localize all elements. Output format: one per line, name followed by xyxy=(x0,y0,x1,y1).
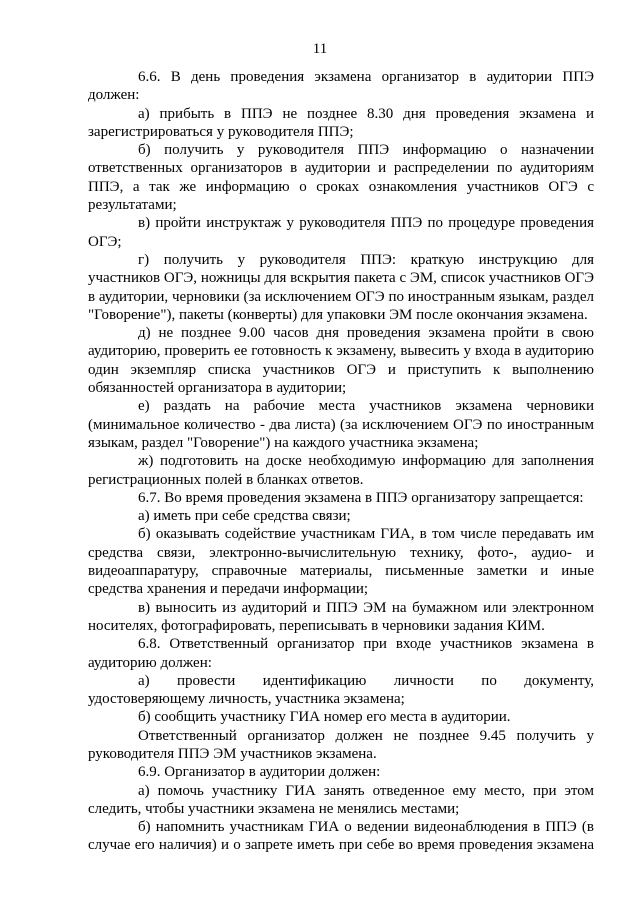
paragraph-6-6-b: б) получить у руководителя ППЭ информацию о назначении ответственных организаторов в аудитории и распределении по аудиториям ППЭ, а так же информацию о сроках ознакомления участников ОГЭ с результатами; xyxy=(88,142,594,214)
paragraph-6-8: 6.8. Ответственный организатор при входе участников экзамена в аудиторию должен: xyxy=(88,636,594,671)
paragraph-6-7-b: б) оказывать содействие участникам ГИА, в том числе передавать им средства связи, электронно-вычислительную технику, фото-, аудио- и видеоаппаратуру, справочные материалы, письменные заметки и иные средства хранения и передачи информации; xyxy=(88,526,594,598)
paragraph-6-9-b: б) напомнить участникам ГИА о ведении видеонаблюдения в ППЭ (в случае его наличия) и о запрете иметь при себе во время проведения экзамена xyxy=(88,819,594,854)
document-body xyxy=(88,68,594,855)
paragraph-6-8-b: б) сообщить участнику ГИА номер его места в аудитории. xyxy=(138,709,511,726)
paragraph-6-6-a: а) прибыть в ППЭ не позднее 8.30 дня проведения экзамена и зарегистрироваться у руководителя ППЭ; xyxy=(88,105,594,140)
paragraph-6-7-a: а) иметь при себе средства связи; xyxy=(138,508,351,525)
paragraph-6-8-note: Ответственный организатор должен не позднее 9.45 получить у руководителя ППЭ ЭМ участников экзамена. xyxy=(88,727,594,762)
paragraph-6-7: 6.7. Во время проведения экзамена в ППЭ организатору запрещается: xyxy=(138,489,584,506)
paragraph-6-7-v: в) выносить из аудиторий и ППЭ ЭМ на бумажном или электронном носителях, фотографировать, переписывать в черновики задания КИМ. xyxy=(88,599,594,634)
paragraph-6-6-d: д) не позднее 9.00 часов дня проведения экзамена пройти в свою аудиторию, проверить ее готовность к экзамену, вывесить у входа в аудиторию один экземпляр списка участников ОГЭ и приступить к выполнению обязанностей организатора в аудитории; xyxy=(88,325,594,397)
paragraph-6-8-a: а) провести идентификацию личности по документу, удостоверяющему личность, участника экзамена; xyxy=(88,672,594,708)
paragraph-6-6-v: в) пройти инструктаж у руководителя ППЭ по процедуре проведения ОГЭ; xyxy=(88,215,594,250)
paragraph-6-9: 6.9. Организатор в аудитории должен: xyxy=(138,764,381,781)
page-number: 11 xyxy=(312,41,328,57)
paragraph-6-6: 6.6. В день проведения экзамена организатор в аудитории ППЭ должен: xyxy=(88,69,594,104)
paragraph-6-6-zh: ж) подготовить на доске необходимую информацию для заполнения регистрационных полей в бланках ответов. xyxy=(88,453,594,488)
paragraph-6-9-a: а) помочь участнику ГИА занять отведенное ему место, при этом следить, чтобы участники экзамена не менялись местами; xyxy=(88,782,594,817)
paragraph-6-6-g: г) получить у руководителя ППЭ: краткую инструкцию для участников ОГЭ, ножницы для вскрытия пакета с ЭМ, список участников ОГЭ в аудитории, черновики (за исключением ОГЭ по иностранным языкам, раздел "Говорение"), пакеты (конверты) для упаковки ЭМ после окончания экзамена. xyxy=(88,251,594,323)
paragraph-6-6-e: е) раздать на рабочие места участников экзамена черновики (минимальное количество - два листа) (за исключением ОГЭ по иностранным языкам, раздел "Говорение") на каждого участника экзамена; xyxy=(88,398,594,451)
